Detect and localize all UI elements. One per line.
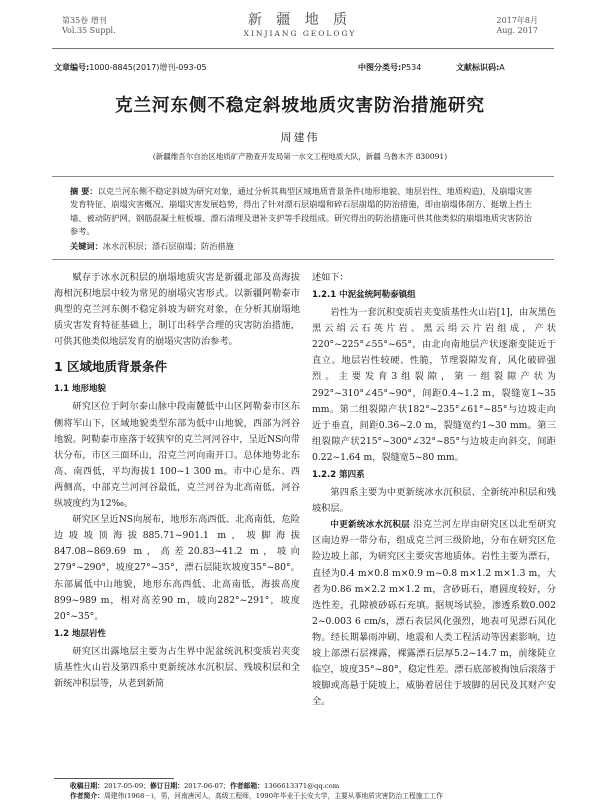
document-code xyxy=(456,62,505,73)
article-number xyxy=(54,62,207,73)
continued-text: 述如下： xyxy=(312,272,349,283)
author-email-label: 作者邮箱： xyxy=(229,782,264,790)
paper-title: 克兰河东侧不稳定斜坡地质灾害防治措施研究 xyxy=(115,96,485,116)
section-1-2-2-paragraph-1: 第四系主要为中更新统冰水沉积层、全新统冲积层和残坡积层。 xyxy=(312,487,556,515)
article-number-value: 1000-8845(2017)增刊-093-05 xyxy=(89,63,207,72)
keywords-text: 冰水沉积层；漂石层崩塌；防治措施 xyxy=(102,241,234,251)
article-number-label: 文章编号: xyxy=(54,63,90,72)
revised-date: 2017-06-07 xyxy=(183,782,224,790)
section-1-heading: 1 区域地质背景条件 xyxy=(54,359,168,375)
revised-label: 修订日期： xyxy=(149,782,184,790)
document-code-label: 文献标识码: xyxy=(456,63,500,72)
abstract-bottom-rule xyxy=(52,259,554,260)
received-label: 收稿日期： xyxy=(70,782,104,790)
volume-en: Vol.35 Suppl. xyxy=(62,26,116,35)
document-code-value: A xyxy=(499,63,505,72)
section-1-2-1-paragraph: 岩性为一套沉积变质岩夹变质基性火山岩[1]，由灰黑色黑云绢云石英片岩、黑云绢云片岩组成，产状220°~225°∠55°~65°，由北向南地层产状逐渐变陡近于直立。地层岩性较硬、性脆，节理裂隙发育，风化破碎强烈。主要发育3组裂隙，第一组裂隙产状为292°~310°∠45°~90°，间距0.4~1.2 m，裂缝宽1~35 mm。第二组裂隙产状182°~235°∠61°~85°与边坡走向近于垂直，间距0.36~2.0 m，裂缝宽约1~30 mm。第三组裂隙产状215°~300°∠32°~85°与边坡走向斜交，间距0.22~1.64 m，裂缝宽5~80 mm。 xyxy=(312,307,556,463)
clc-value: P534 xyxy=(401,63,422,72)
bio-label: 作者简介： xyxy=(70,791,104,800)
author-name: 周建伟 xyxy=(280,131,320,144)
clc-number xyxy=(358,62,421,73)
abstract-text: 以克兰河东侧不稳定斜坡为研究对象，通过分析其典型区域地质背景条件(地形地貌、地层岩性、地质构造)，及崩塌灾害发育特征、崩塌灾害概况、崩塌灾害发展趋势，得出了针对漂石层崩塌和碎石层崩塌的防治措施，即由崩塌体削方、挺墩上挡土墙、被动防护网、钢筋混凝土桩板墙、漂石清理及谱补支护等手段组成。研究得出的防治措施可供其他类似的崩塌地质灾害防治参考。 xyxy=(70,186,533,236)
section-1-2-1-heading: 1.2.1 中泥盆统阿勒泰镇组 xyxy=(312,290,416,301)
footnote-rule xyxy=(54,778,174,779)
glacial-deposit-run-in-heading: 中更新统冰水沉积层 xyxy=(330,520,411,531)
section-1-2-2-paragraph-2 xyxy=(312,517,556,710)
left-column xyxy=(54,270,300,692)
bio-text: 周建伟(1968－)，男，河南唐河人，高级工程师，1990年毕业于长安大学，主要从事地质灾害防治工程施工工作 xyxy=(103,791,443,800)
date-en: Aug. 2017 xyxy=(496,26,538,35)
abstract xyxy=(70,185,532,238)
section-1-1-paragraph-2: 研究区呈近NS向展布，地形东高西低、北高南低，危险边坡坡顶海拔885.71~901.1 m，坡脚海拔847.08~869.69 m，高差20.83~41.2 m，坡向279°~290°，坡度27°~35°，漂石层陡坎坡度35°~80°。东部属低中山地貌，地形东高西低、北高南低，海拔高度899~989 m，相对高差90 m，坡向282°~291°，坡度20°~35°。 xyxy=(54,514,300,622)
author-affiliation: (新疆维吾尔自治区地质矿产勘查开发局第一水文工程地质大队，新疆 乌鲁木齐 830091) xyxy=(152,152,448,161)
footnotes xyxy=(70,782,570,801)
keywords-label: 关键词： xyxy=(70,241,103,251)
running-header-date xyxy=(497,16,539,36)
volume-cn: 第35卷 增刊 xyxy=(62,16,107,25)
section-1-1-heading: 1.1 地形地貌 xyxy=(54,384,107,395)
keywords xyxy=(70,241,532,252)
clc-label: 中图分类号: xyxy=(358,63,402,72)
section-1-1-paragraph-1: 研究区位于阿尔泰山脉中段南麓低中山区阿勒泰市区东侧将军山下，区域地貌类型东部为低中山地貌，西部为河谷地貌。阿勒泰市座落于较狭窄的克兰河河谷中，呈近NS向带状分布，市区三面环山，沿克兰河向南开口。总体地势北东高、南西低，平均海拔1 100~1 300 m。市中心是东、西两侧高，中部克兰河河谷最低，克兰河谷为北高南低，河谷纵坡度约为12‰。 xyxy=(54,401,300,510)
section-1-2-2-heading: 1.2.2 第四系 xyxy=(312,470,365,481)
header-rule xyxy=(52,48,554,49)
author-email: 1366613371@qq.com xyxy=(263,782,340,790)
footnote-dates: 收稿日期：2017-05-09；修订日期：2017-06-07；作者邮箱：1366613371@qq.com xyxy=(70,782,340,790)
section-1-2-heading: 1.2 地层岩性 xyxy=(54,628,107,639)
right-column xyxy=(312,270,556,710)
journal-name-cn: 新 疆 地 质 xyxy=(247,12,353,28)
received-date: 2017-05-09 xyxy=(103,782,144,790)
section-1-2-paragraph-1: 研究区出露地层主要为占生界中泥盆统汎积变质岩夹变质基性火山岩及第四系中更新统冰水沉积层、残坡积层和全新统冲积层等，从老到新简 xyxy=(54,645,300,689)
footnote-bio xyxy=(70,792,570,802)
intro-paragraph: 赋存于冰水沉积层的崩塌地质灾害是新疆北部及高海拔海相沉积地层中较为常见的崩塌灾害形式。以新疆阿勒泰市典型的克兰河东侧不稳定斜坡为研究对象，在分析其崩塌地质灾害发育特征基础上，制订出科学合理的灾害防治措施，可供其他类似地层发育的崩塌灾害防治参考。 xyxy=(54,272,300,348)
abstract-label: 摘 要： xyxy=(70,186,98,196)
date-cn: 2017年8月 xyxy=(496,16,538,25)
journal-name-en: XINJIANG GEOLOGY xyxy=(243,29,357,38)
abstract-top-rule xyxy=(52,176,554,177)
glacial-deposit-text: 沿克兰河左岸由研究区以北至研究区南边界一带分布，组成克兰河三级阶地，分布在研究区危险边坡上部，为研究区主要灾害地质体。岩性主要为漂石，直径为0.4 m×0.8 m×0.9 m~0.8 m×1.2 m×1.3 m，大者为0.86 m×2.2 m×1.2 m，含砂砾石，磨圆度较好，分选性差，孔隙被砂砾石充填。据规场试验，渗透系数0.002 2~0.003 6 cm/s，漂石表层风化强烈，地表可见漂石风化物。经长期暴雨冲刷、地震和人类工程活动等因素影响，边坡上部漂石层裸露，裸露漂石层厚5.2~14.7 m，前缘陡立临空，坡度35°~80°，稳定性差。漂石底部被掏蚀后滚落于坡脚或高悬于陡坡上，威胁着居住于坡脚的居民及其财产安全。 xyxy=(312,519,557,708)
